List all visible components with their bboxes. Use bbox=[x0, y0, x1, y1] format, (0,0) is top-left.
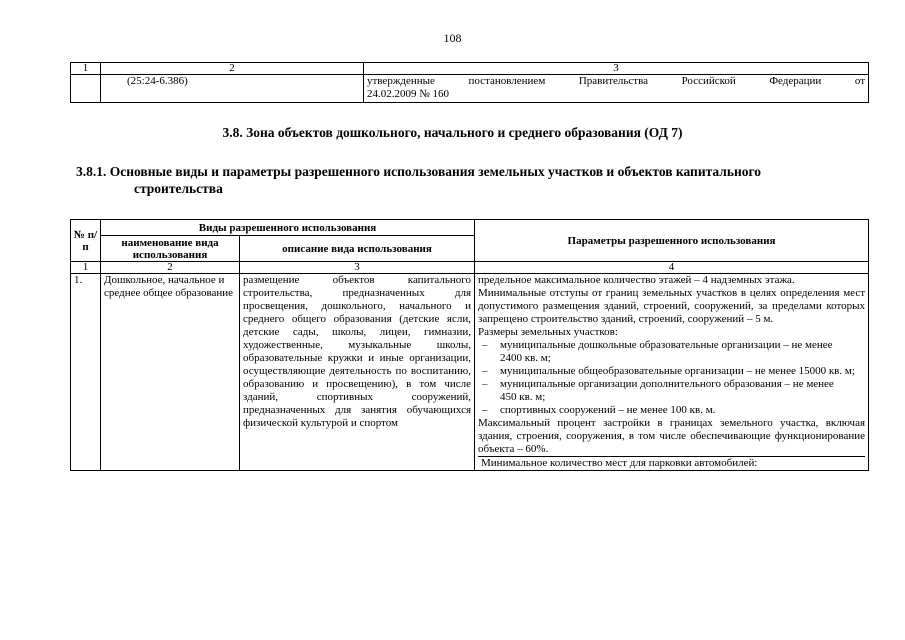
header-description: описание вида использования bbox=[240, 236, 475, 262]
header-num: № п/п bbox=[71, 220, 101, 262]
header-row bbox=[71, 220, 869, 236]
param-text: Размеры земельных участков: bbox=[478, 326, 618, 338]
col-number: 1 bbox=[71, 262, 101, 274]
list-item-text: спортивных сооружений – не менее 100 кв. м. bbox=[500, 404, 716, 416]
table-cell bbox=[71, 75, 101, 103]
subsection-title-line2: строительства bbox=[134, 181, 223, 196]
column-number-row bbox=[71, 63, 869, 75]
use-type-name: Дошкольное, начальное и среднее общее образование bbox=[101, 274, 240, 471]
dash-marker: – bbox=[482, 378, 488, 390]
section-heading: 3.8. Зона объектов дошкольного, начального и среднего образования (ОД 7) bbox=[222, 125, 683, 140]
use-parameters bbox=[475, 274, 869, 471]
table-row bbox=[71, 274, 869, 471]
param-text: Минимальное количество мест для парковки автомобилей: bbox=[478, 456, 865, 470]
col-number: 2 bbox=[101, 63, 364, 75]
list-item-value: 2400 кв. м; bbox=[500, 352, 551, 364]
col-number: 3 bbox=[364, 63, 869, 75]
cell-text: 24.02.2009 № 160 bbox=[367, 88, 449, 100]
dash-marker: – bbox=[482, 404, 488, 416]
param-text: предельное максимальное количество этажей – 4 надземных этажа. bbox=[478, 274, 795, 286]
header-types-group: Виды разрешенного использования bbox=[101, 220, 475, 236]
subsection-number: 3.8.1. bbox=[76, 164, 107, 179]
use-type-description: размещение объектов капитального строительства, предназначенных для просвещения, дошкольного, начального и среднего общего образования (детские ясли, детские сады, школы, лицеи, гимназии, художественные, музыкальные школы, образовательные кружки и иные организации, осуществляющие деятельность по воспитанию, образованию и просвещению), в том числе зданий, спортивных сооружений, предназначенных для занятия обучающихся физической культурой и спортом bbox=[240, 274, 475, 471]
cell-text: утвержденные постановлением Правительства Российской Федерации от bbox=[367, 75, 865, 87]
param-text: Минимальные отступы от границ земельных участков в целях определения мест допустимого размещения зданий, строений, сооружений, за пределами которых запрещено строительство зданий, строений, сооружений – 5 м. bbox=[478, 287, 866, 325]
list-item bbox=[478, 339, 865, 352]
subsection-heading bbox=[76, 163, 866, 197]
col-number: 4 bbox=[475, 262, 869, 274]
column-number-row bbox=[71, 262, 869, 274]
col-number: 2 bbox=[101, 262, 240, 274]
list-item-text: муниципальные общеобразовательные организации – не менее 15000 кв. м; bbox=[500, 365, 855, 377]
page-number: 108 bbox=[443, 31, 462, 45]
header-name: наименование вида использования bbox=[101, 236, 240, 262]
subsection-title-line1: Основные виды и параметры разрешенного использования земельных участков и объектов капитального bbox=[109, 164, 762, 179]
row-number: 1. bbox=[71, 274, 101, 471]
land-use-table bbox=[70, 219, 869, 471]
list-item-value: 450 кв. м; bbox=[500, 391, 546, 403]
list-item bbox=[478, 404, 865, 417]
table-cell: (25:24-6.386) bbox=[101, 75, 364, 103]
list-item bbox=[478, 378, 865, 391]
table-cell bbox=[364, 75, 869, 103]
dash-marker: – bbox=[482, 365, 488, 377]
list-item-text: муниципальные организации дополнительного образования – не менее bbox=[500, 378, 834, 390]
table-row bbox=[71, 75, 869, 103]
col-number: 1 bbox=[71, 63, 101, 75]
list-item-text: муниципальные дошкольные образовательные организации – не менее bbox=[500, 339, 833, 351]
col-number: 3 bbox=[240, 262, 475, 274]
list-item bbox=[478, 365, 865, 378]
continuation-table bbox=[70, 62, 869, 103]
header-params: Параметры разрешенного использования bbox=[475, 220, 869, 262]
param-text: Максимальный процент застройки в границах земельного участка, включая здания, строения, сооружения, в том числе обеспечивающие функционирование объекта – 60%. bbox=[478, 417, 866, 455]
dash-marker: – bbox=[482, 339, 488, 351]
